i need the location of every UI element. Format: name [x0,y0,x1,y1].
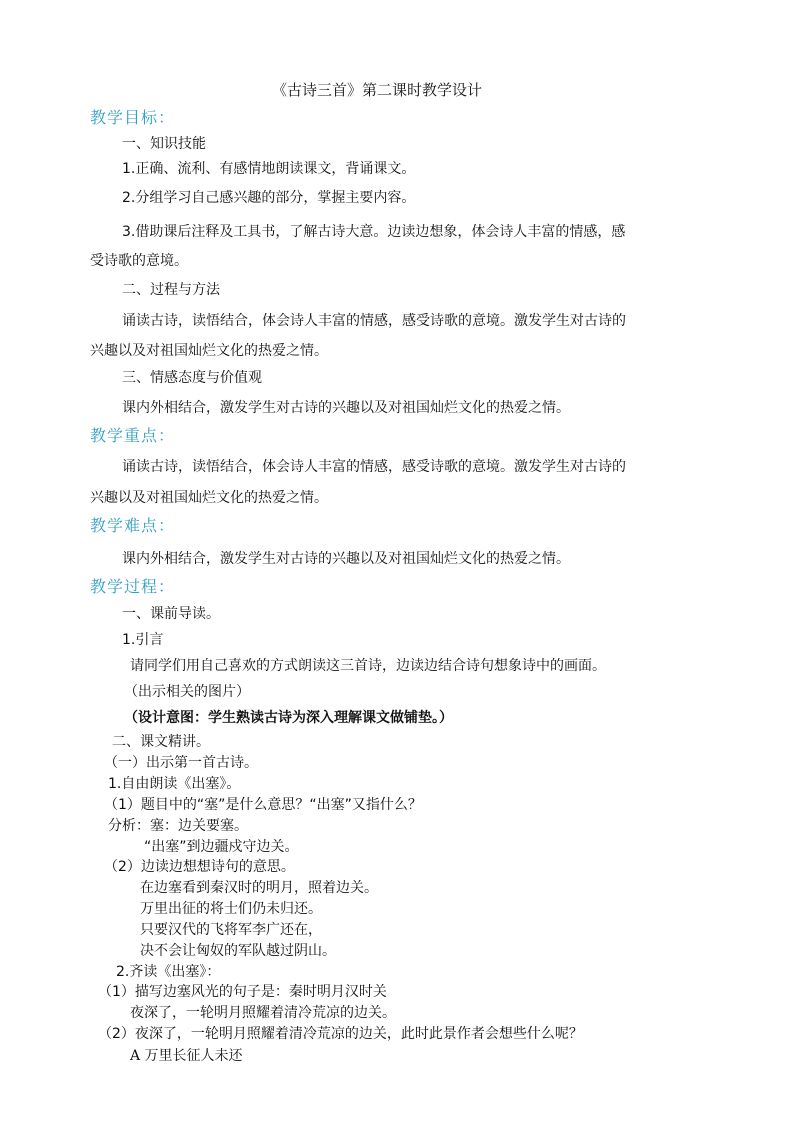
process-line: （一）出示第一首古诗。 [104,755,258,771]
subheading: 二、过程与方法 [122,282,220,298]
paragraph-line: 课内外相结合，激发学生对古诗的兴趣以及对祖国灿烂文化的热爱之情。 [122,551,570,567]
poem-translation-line: 万里出征的将士们仍未归还。 [140,901,322,917]
process-line: 分析：塞：边关要塞。 [108,818,248,834]
process-line: （出示相关的图片） [124,684,250,700]
paragraph-line: 诵读古诗，读悟结合，体会诗人丰富的情感，感受诗歌的意境。激发学生对古诗的 [122,459,626,475]
process-line: 二、课文精讲。 [112,734,210,750]
process-line: 一、课前导读。 [122,606,220,622]
paragraph-line: 2.分组学习自己感兴趣的部分，掌握主要内容。 [122,190,416,206]
process-line: 夜深了，一轮明月照耀着清冷荒凉的边关。 [130,1005,396,1021]
paragraph-line: 兴趣以及对祖国灿烂文化的热爱之情。 [90,343,328,359]
paragraph-line: 1.正确、流利、有感情地朗读课文，背诵课文。 [122,161,416,177]
process-line: （2）夜深了，一轮明月照耀着清冷荒凉的边关，此时此景作者会想些什么呢？ [98,1026,583,1042]
process-line: （2）边读边想想诗句的意思。 [104,859,295,875]
paragraph-line: 受诗歌的意境。 [90,253,188,269]
section-heading-goals: 教学目标： [90,108,176,127]
poem-translation-line: 只要汉代的飞将军李广还在， [140,922,322,938]
process-line: （1）题目中的“塞”是什么意思？“出塞”又指什么？ [104,797,422,813]
paragraph-line: 课内外相结合，激发学生对古诗的兴趣以及对祖国灿烂文化的热爱之情。 [122,400,570,416]
subheading: 三、情感态度与价值观 [122,370,262,386]
process-line: 2.齐读《出塞》： [116,964,221,980]
section-heading-process: 教学过程： [90,577,176,596]
poem-translation-line: 在边塞看到秦汉时的明月，照着边关。 [140,880,378,896]
process-line: （1）描写边塞风光的句子是：秦时明月汉时关 [98,984,387,1000]
process-line: 1.自由朗读《出塞》。 [108,776,241,792]
paragraph-line: 3.借助课后注释及工具书，了解古诗大意。边读边想象，体会诗人丰富的情感，感 [122,224,626,240]
subheading: 一、知识技能 [122,136,206,152]
process-line: 1.引言 [122,632,164,648]
section-heading-key-points: 教学重点： [90,426,176,445]
paragraph-line: 诵读古诗，读悟结合，体会诗人丰富的情感，感受诗歌的意境。激发学生对古诗的 [122,313,626,329]
paragraph-line: 兴趣以及对祖国灿烂文化的热爱之情。 [90,490,328,506]
poem-translation-line: 决不会让匈奴的军队越过阴山。 [140,943,336,959]
process-line: “出塞”到边疆戍守边关。 [144,839,299,855]
section-heading-difficulties: 教学难点： [90,516,176,535]
design-intent-line: （设计意图：学生熟读古诗为深入理解课文做铺垫。） [124,710,453,726]
process-line: 请同学们用自己喜欢的方式朗读这三首诗，边读边结合诗句想象诗中的画面。 [130,658,606,674]
process-line: A 万里长征人未还 [130,1048,243,1064]
page-title: 《古诗三首》第二课时教学设计 [272,81,483,99]
